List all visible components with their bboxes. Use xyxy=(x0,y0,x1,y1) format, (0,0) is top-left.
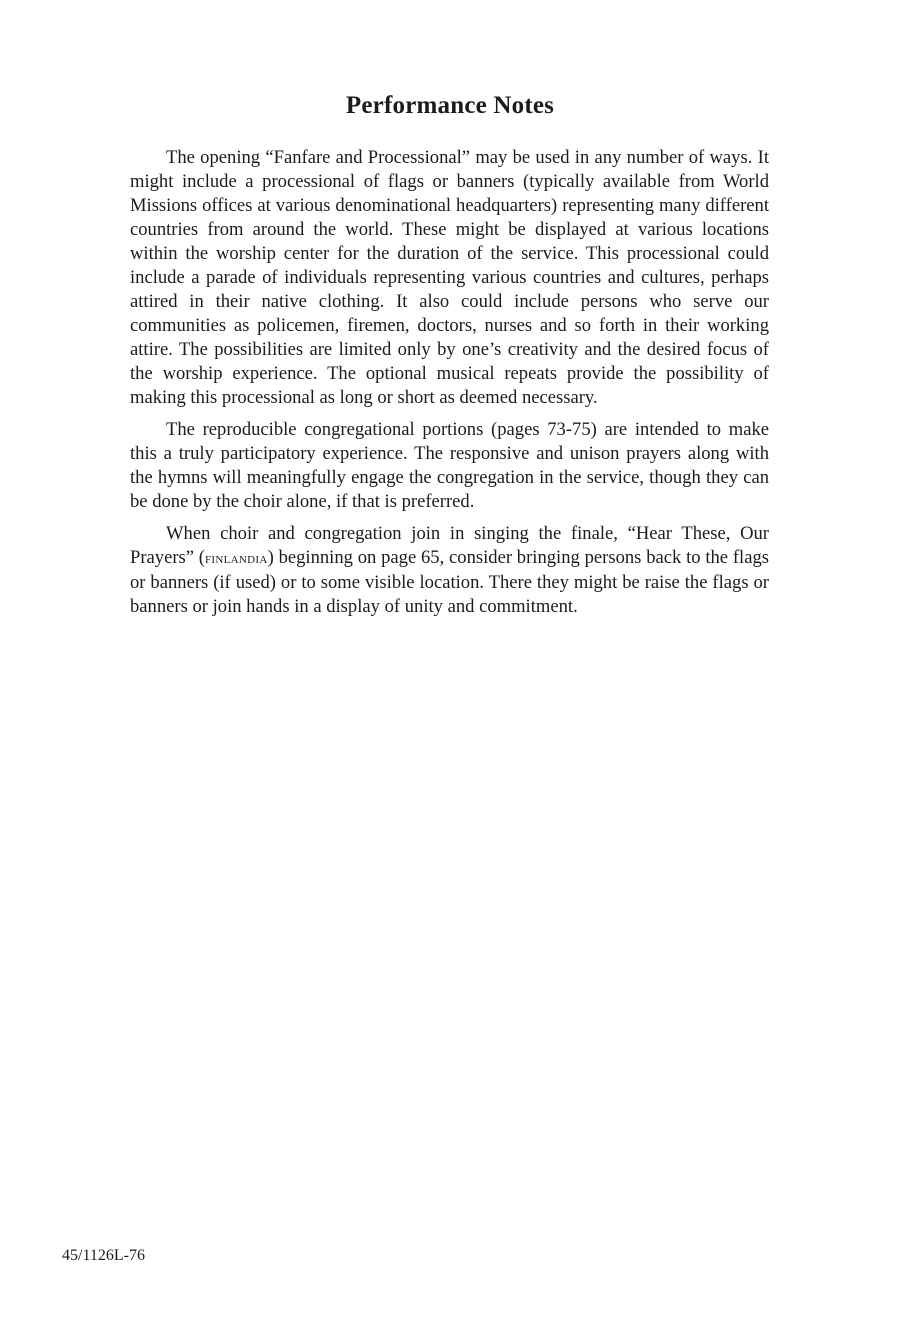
tune-name: finlandia xyxy=(205,551,268,567)
finale-text-after: ) beginning on page 65, consider bringing persons back to the flags or banners (if used) or to some visible location. There they might be raise the flags or banners or join hands in a display of unity and commitment. xyxy=(130,547,769,617)
paragraph-finale xyxy=(130,522,769,619)
performance-notes-body xyxy=(130,146,769,627)
finale-text-before: When choir and congregation join in singing the finale, “Hear These, Our Prayers” ( xyxy=(130,523,769,568)
catalog-number: 45/1126L-76 xyxy=(62,1247,145,1264)
paragraph-congregational-portions: The reproducible congregational portions (pages 73-75) are intended to make this a truly participatory experience. The responsive and unison prayers along with the hymns will meaningfully engage the congregation in the service, though they can be done by the choir alone, if that is preferred. xyxy=(130,419,769,512)
paragraph-processional: The opening “Fanfare and Processional” may be used in any number of ways. It might include a processional of flags or banners (typically available from World Missions offices at various denominational headquarters) representing many different countries from around the world. These might be displayed at various locations within the worship center for the duration of the service. This processional could include a parade of individuals representing various countries and cultures, perhaps attired in their native clothing. It also could include persons who serve our communities as policemen, firemen, doctors, nurses and so forth in their working attire. The possibilities are limited only by one’s creativity and the desired focus of the worship experience. The optional musical repeats provide the possibility of making this processional as long or short as deemed necessary. xyxy=(130,147,769,408)
page-title: Performance Notes xyxy=(345,92,555,119)
